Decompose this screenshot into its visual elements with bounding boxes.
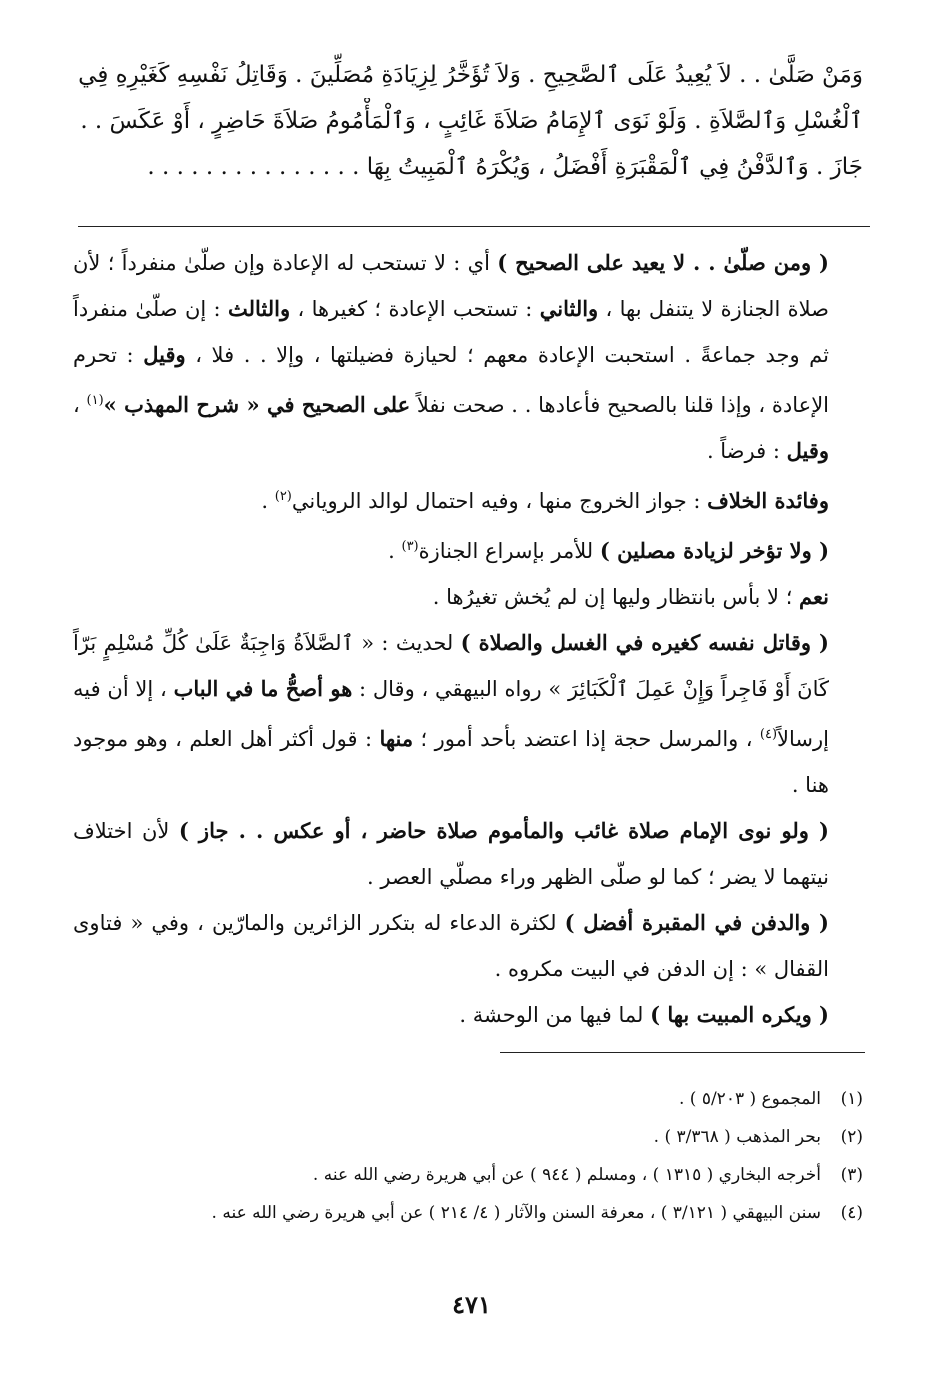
main-text-line: وَمَنْ صَلَّىٰ . . لاَ يُعِيدُ عَلَى ٱلصَّحِيحِ . وَلاَ تُؤَخَّرُ لِزِيَادَةِ مُصَلِّينَ . وَقَاتِلُ نَفْسِهِ كَغَيْرِهِ فِي xyxy=(78,62,863,88)
footnote-number: (١) xyxy=(840,1089,863,1109)
commentary-paragraph xyxy=(73,808,863,900)
footnote-divider xyxy=(500,1052,865,1053)
matn-quote: ( والدفن في المقبرة أفضل ) xyxy=(564,910,829,935)
footnote-number: (٢) xyxy=(840,1127,863,1147)
commentary-text: ؛ لا بأس بانتظار وليها إن لم يُخش تغيرُها . xyxy=(432,585,800,609)
commentary-text: أي : لا تستحب له الإعادة وإن صلّىٰ منفرداً ؛ لأن صلاة الجنازة لا يتنفل بها ، xyxy=(73,251,829,321)
commentary-text: ، والمرسل حجة إذا اعتضد بأحد أمور ؛ xyxy=(413,727,760,751)
keyword: وفائدة الخلاف xyxy=(707,488,829,513)
page-number: ٤٧١ xyxy=(452,1290,491,1319)
commentary-text: لحديث : « ٱلصَّلاَةُ وَاجِبَةٌ عَلَىٰ كُلِّ مُسْلِمٍ بَرّاً كَانَ أَوْ فَاجِراً وَإِنْ عَمِلَ ٱلْكَبَائِرَ » رواه البيهقي ، وقال : xyxy=(73,631,829,701)
footnote-ref[interactable]: (١) xyxy=(86,393,104,408)
matn-quote: ( وقاتل نفسه كغيره في الغسل والصلاة ) xyxy=(460,630,829,655)
footnote-ref[interactable]: (٤) xyxy=(759,727,778,742)
commentary-paragraph xyxy=(73,240,863,474)
commentary-text: للأمر بإسراع الجنازة xyxy=(418,539,600,563)
keyword: هو أصحُّ ما في الباب xyxy=(173,676,353,701)
footnote xyxy=(73,1080,863,1118)
commentary-text: : جواز الخروج منها ، وفيه احتمال لوالد الروياني xyxy=(291,489,708,513)
main-text-line: جَازَ . وَٱلدَّفْنُ فِي ٱلْمَقْبَرَةِ أَفْضَلُ ، وَيُكْرَهُ ٱلْمَبِيتُ بِهَا . . . . . . . . . . . . . . . xyxy=(147,154,863,180)
main-text-divider xyxy=(78,226,870,227)
commentary-text: . xyxy=(388,539,402,563)
commentary-paragraph xyxy=(73,574,863,620)
matn-quote: ( ولا تؤخر لزيادة مصلين ) xyxy=(599,538,829,563)
commentary-paragraph xyxy=(73,474,863,524)
commentary-text: ، xyxy=(73,393,87,417)
keyword: وقيل xyxy=(786,438,829,463)
keyword: على الصحيح في « شرح المهذب » xyxy=(103,392,411,417)
commentary-paragraph xyxy=(73,620,863,808)
keyword: وقيل xyxy=(143,342,186,367)
commentary-text: : إن صلّىٰ منفرداً ثم وجد جماعةً . استحبت الإعادة معهم ؛ لحيازة فضيلتها ، وإلا . . فلا ، xyxy=(73,297,830,367)
commentary-text: لما فيها من الوحشة . xyxy=(459,1003,651,1027)
commentary-text: ، إلا أن فيه إرسالاً xyxy=(73,677,829,751)
commentary-text: : تحرم الإعادة ، وإذا قلنا بالصحيح فأعادها . . صحت نفلاً xyxy=(73,343,830,417)
footnote xyxy=(73,1156,863,1194)
commentary-text: . xyxy=(261,489,275,513)
footnote-ref[interactable]: (٣) xyxy=(401,539,419,554)
keyword: نعم xyxy=(799,584,829,609)
footnote-text: بحر المذهب ( ٣/٣٦٨ ) . xyxy=(653,1127,821,1147)
commentary-text: لأن اختلاف نيتهما لا يضر ؛ كما لو صلّى الظهر وراء مصلّي العصر . xyxy=(73,819,829,889)
commentary-paragraph xyxy=(73,900,863,992)
footnote-ref[interactable]: (٢) xyxy=(274,489,292,504)
footnote xyxy=(73,1118,863,1156)
commentary xyxy=(73,240,863,1038)
keyword: منها xyxy=(379,726,414,751)
commentary-text: : تستحب الإعادة ؛ كغيرها ، xyxy=(290,297,540,321)
matn-quote: ( ومن صلّىٰ . . لا يعيد على الصحيح ) xyxy=(497,250,829,275)
footnote-number: (٣) xyxy=(840,1165,863,1185)
footnote-text: أخرجه البخاري ( ١٣١٥ ) ، ومسلم ( ٩٤٤ ) عن أبي هريرة رضي الله عنه . xyxy=(312,1165,821,1185)
footnote-number: (٤) xyxy=(840,1203,863,1223)
footnote xyxy=(73,1194,863,1232)
keyword: والثالث xyxy=(227,296,291,321)
matn-quote: ( ولو نوى الإمام صلاة غائب والمأموم صلاة حاضر ، أو عكس . . جاز ) xyxy=(178,818,829,843)
commentary-text: : قول أكثر أهل العلم ، وهو موجود هنا . xyxy=(73,727,829,797)
main-text-line: ٱلْغُسْلِ وَٱلصَّلاَةِ . وَلَوْ نَوَى ٱلإِمَامُ صَلاَةَ غَائِبٍ ، وَٱلْمَأْمُومُ صَلاَةَ حَاضِرٍ ، أَوْ عَكَسَ . . xyxy=(80,108,863,134)
commentary-paragraph xyxy=(73,524,863,574)
matn-quote: ( ويكره المبيت بها ) xyxy=(650,1002,829,1027)
main-text xyxy=(73,52,863,190)
keyword: والثاني xyxy=(539,296,599,321)
footnote-text: سنن البيهقي ( ٣/١٢١ ) ، معرفة السنن والآثار ( ٤/ ٢١٤ ) عن أبي هريرة رضي الله عنه . xyxy=(211,1203,821,1223)
commentary-text: : فرضاً . xyxy=(706,439,787,463)
footnotes xyxy=(73,1080,863,1232)
commentary-paragraph xyxy=(73,992,863,1038)
commentary-text: لكثرة الدعاء له بتكرر الزائرين والمارّين ، وفي « فتاوى القفال » : إن الدفن في البيت مكروه . xyxy=(73,911,829,981)
footnote-text: المجموع ( ٥/٢٠٣ ) . xyxy=(678,1089,821,1109)
